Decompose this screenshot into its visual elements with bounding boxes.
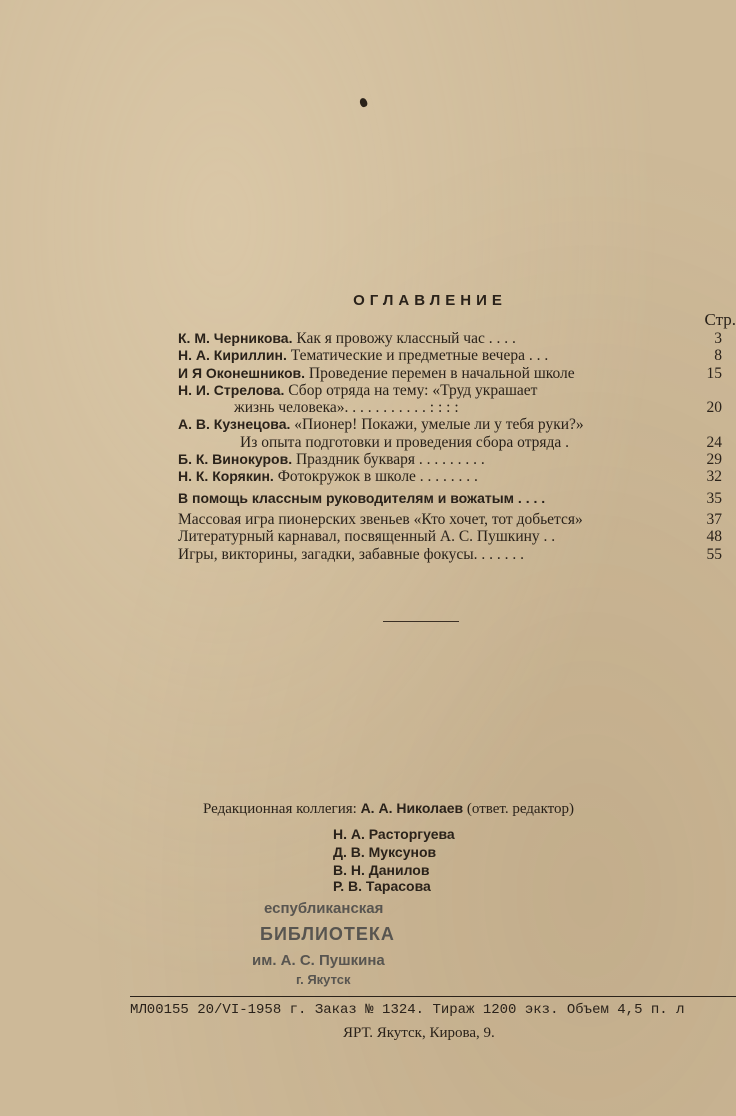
entry-page: 8 xyxy=(714,347,722,365)
toc-entry-continued xyxy=(178,399,722,416)
imprint-text: МЛ00155 20/VI-1958 г. Заказ № 1324. Тираж 1200 экз. Объем 4,5 п. л xyxy=(130,1002,685,1018)
ink-spot xyxy=(359,97,369,108)
page-column-label: Стр. xyxy=(704,310,736,329)
editor-role: (ответ. редактор) xyxy=(466,801,575,817)
separator-rule xyxy=(383,621,459,622)
section-page: 35 xyxy=(706,489,722,507)
printer-address: ЯРТ. Якутск, Кирова, 9. xyxy=(343,1025,495,1041)
toc-sub-entry xyxy=(178,511,722,528)
entry-author: И Я Оконешников. xyxy=(178,364,306,381)
editorial-board xyxy=(203,800,574,818)
imprint-line xyxy=(130,996,736,1018)
toc-sub-entry xyxy=(178,546,722,563)
entry-title: «Пионер! Покажи, умелые ли у тебя руки?» xyxy=(294,416,584,434)
editorial-label: Редакционная коллегия: xyxy=(203,801,357,817)
entry-page: 29 xyxy=(706,451,722,469)
stamp-line: г. Якутск xyxy=(296,972,351,987)
entry-title: жизнь человека». . . . . . . . . . . : : : : xyxy=(234,399,459,417)
editor-in-chief: А. А. Николаев xyxy=(360,800,464,816)
toc-entry-continued xyxy=(178,434,722,451)
entry-title: Фотокружок в школе . . . . . . . . xyxy=(277,468,478,486)
entry-title: Как я провожу классный час . . . . xyxy=(296,330,516,347)
entry-title: Проведение перемен в начальной школе xyxy=(308,364,575,382)
entry-page: 24 xyxy=(706,433,722,451)
sub-entry-page: 48 xyxy=(706,528,722,546)
sub-entry-title: Литературный карнавал, посвященный А. С. Пушкину . . xyxy=(178,528,556,546)
toc-heading: ОГЛАВЛЕНИЕ xyxy=(353,292,507,309)
entry-title: Праздник букваря . . . . . . . . . xyxy=(295,451,485,469)
board-member: Д. В. Муксунов xyxy=(333,844,437,860)
toc-sub-entry xyxy=(178,528,722,545)
toc-entry xyxy=(178,468,722,485)
library-stamp xyxy=(240,894,440,986)
entry-author: Н. И. Стрелова. xyxy=(178,381,285,398)
entry-page: 32 xyxy=(706,468,722,486)
board-member: В. Н. Данилов xyxy=(333,862,430,878)
entry-title: Сбор отряда на тему: «Труд украшает xyxy=(288,381,538,399)
toc-entry xyxy=(178,365,722,382)
sub-entry-page: 55 xyxy=(706,545,722,563)
entry-title: Тематические и предметные вечера . . . xyxy=(290,347,549,365)
entry-page: 20 xyxy=(706,399,722,417)
toc-entry xyxy=(178,347,722,364)
sub-entry-title: Массовая игра пионерских звеньев «Кто хочет, тот добьется» xyxy=(178,510,583,528)
entry-author: Н. К. Корякин. xyxy=(178,468,274,485)
board-member: Р. В. Тарасова xyxy=(333,878,431,894)
toc-entry xyxy=(178,382,722,399)
entry-author: К. М. Черникова. xyxy=(178,330,293,346)
board-member: Н. А. Расторгуева xyxy=(333,826,455,842)
stamp-line: им. А. С. Пушкина xyxy=(252,952,385,969)
toc-section xyxy=(178,490,722,507)
table-of-contents xyxy=(178,330,722,563)
sub-entry-title: Игры, викторины, загадки, забавные фокусы. . . . . . . xyxy=(178,545,525,563)
sub-entry-page: 37 xyxy=(706,510,722,528)
entry-page: 3 xyxy=(714,330,722,347)
stamp-line: БИБЛИОТЕКА xyxy=(260,924,395,944)
entry-page: 15 xyxy=(706,364,722,382)
toc-entry xyxy=(178,451,722,468)
stamp-line: еспубликанская xyxy=(264,900,384,917)
section-title: В помощь классным руководителям и вожатым . . . . xyxy=(178,489,546,506)
entry-author: Б. К. Винокуров. xyxy=(178,451,293,468)
toc-entry xyxy=(178,330,722,347)
toc-entry xyxy=(178,416,722,433)
entry-author: Н. А. Кириллин. xyxy=(178,347,287,364)
entry-author: А. В. Кузнецова. xyxy=(178,416,291,433)
entry-title: Из опыта подготовки и проведения сбора отряда . xyxy=(240,433,570,451)
